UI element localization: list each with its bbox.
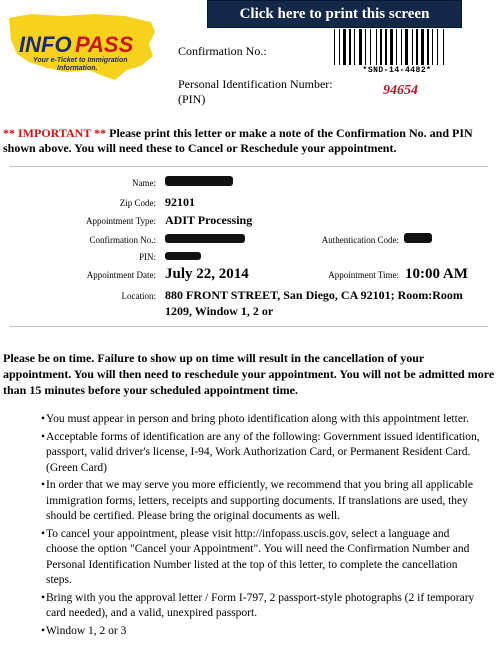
location-label: Location:	[121, 291, 156, 301]
confirmation-label: Confirmation No.:	[178, 44, 267, 58]
svg-text:PASS: PASS	[75, 32, 134, 57]
zip-value: 92101	[165, 195, 195, 209]
infopass-logo	[3, 10, 163, 88]
appointment-date-label: Appointment Date:	[86, 270, 156, 280]
svg-text:Information.: Information.	[57, 65, 98, 72]
svg-text:INFO: INFO	[19, 32, 72, 57]
important-text: Please print this letter or make a note of the Confirmation No. and PIN shown above. You will need these to Cancel or Reschedule your appointment.	[3, 126, 473, 155]
list-item: • To cancel your appointment, please visit http://infopass.uscis.gov, select a language and choose the option "Cancel your Appointment". You will need the Confirmation Number and Personal Identification Number listed at the top of this letter, to complete the cancellation steps.	[41, 527, 470, 586]
print-screen-button[interactable]: Click here to print this screen	[207, 0, 462, 28]
list-item: • Bring with you the approval letter / Form I-797, 2 passport-style photographs (2 if temporary card needed), and a valid, unexpired passport.	[41, 591, 475, 619]
confirmation-no-label: Confirmation No.:	[89, 235, 156, 245]
appointment-type-label: Appointment Type:	[86, 216, 156, 226]
list-item: • Window 1, 2 or 3	[41, 624, 127, 637]
authentication-redacted	[404, 233, 432, 243]
pin-value: 94654	[383, 83, 418, 98]
list-item: • In order that we may serve you more efficiently, we recommend that you bring all applicable immigration forms, letters, receipts and supporting documents. If translations are used, they should be certified. Please bring the original documents as well.	[41, 479, 473, 522]
svg-text:Your e-Ticket to Immigration: Your e-Ticket to Immigration	[33, 57, 128, 64]
important-prefix: ** IMPORTANT **	[3, 126, 107, 140]
list-item: • You must appear in person and bring photo identification along with this appointment letter.	[41, 413, 469, 425]
name-redacted	[165, 176, 233, 186]
pin-detail-label: PIN:	[138, 252, 156, 262]
appointment-time-label: Appointment Time:	[328, 270, 399, 280]
list-item: • Acceptable forms of identification are any of the following: Government issued identification, passport, valid driver's license, I-94, Work Authorization Card, or Permanent Resident Card. (Green Card)	[41, 430, 480, 474]
important-notice	[3, 126, 495, 156]
appointment-date-value: July 22, 2014	[165, 266, 249, 282]
appointment-time-value: 10:00 AM	[405, 266, 468, 282]
authentication-code-label: Authentication Code:	[321, 235, 399, 245]
pin-redacted	[165, 252, 201, 260]
on-time-warning: Please be on time. Failure to show up on time will result in the cancellation of your appointment. You will then need to reschedule your appointment. You will not be admitted more than 15 minutes before your scheduled appointment time.	[3, 351, 495, 397]
zip-label: Zip Code:	[119, 198, 156, 208]
divider-top	[10, 166, 488, 167]
name-label: Name:	[132, 178, 156, 188]
confirmation-redacted	[165, 234, 245, 243]
instructions-list	[22, 412, 482, 641]
barcode-text: *SND-14-4482*	[362, 66, 432, 75]
location-value: 880 FRONT STREET, San Diego, CA 92101; Room:Room 1209, Window 1, 2 or	[165, 288, 463, 318]
appointment-type-value: ADIT Processing	[165, 213, 253, 227]
pin-label: Personal Identification Number: (PIN)	[178, 77, 333, 106]
divider-bottom	[10, 326, 488, 327]
